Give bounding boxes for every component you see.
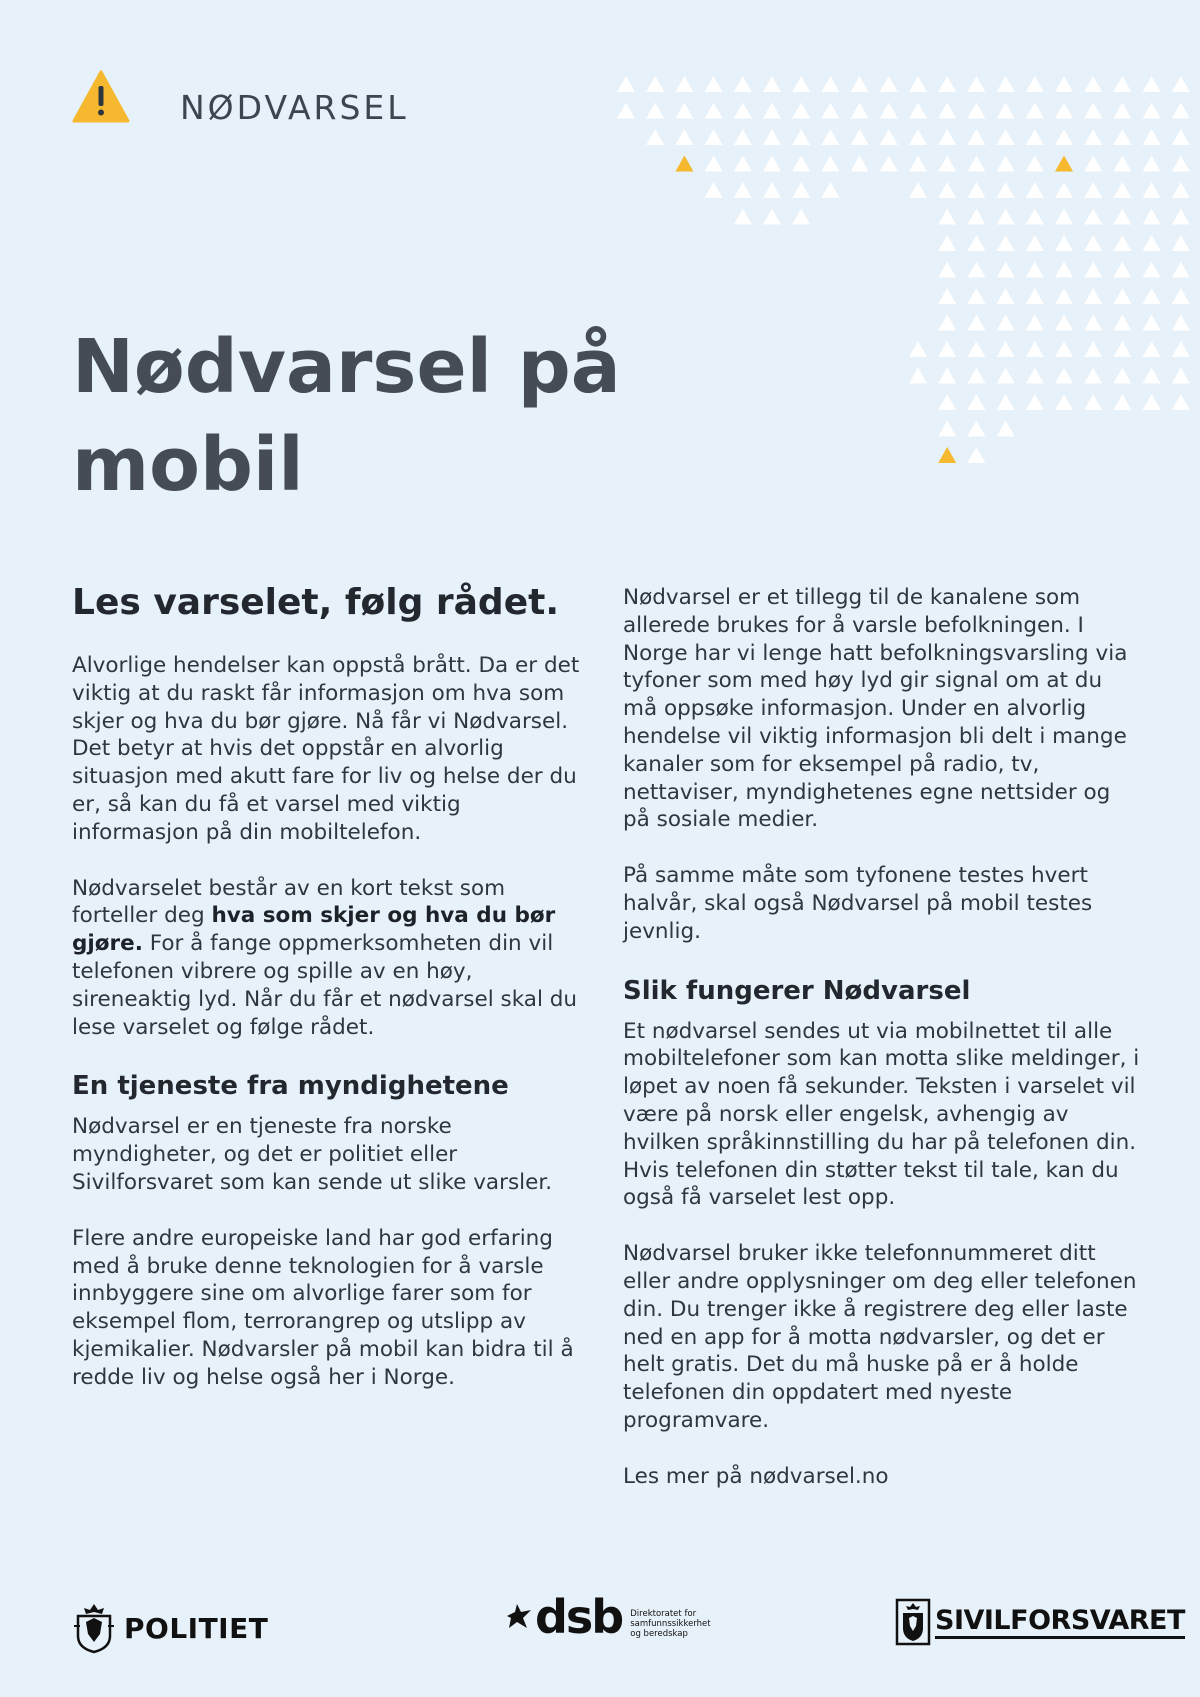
pattern-triangle [1113,341,1131,357]
subheading-myndighetene: En tjeneste fra myndighetene [72,1071,509,1102]
pattern-triangle [909,129,927,145]
pattern-triangle [851,156,869,172]
pattern-triangle [880,76,898,92]
pattern-triangle [705,182,723,198]
pattern-triangle [1143,341,1161,357]
pattern-triangle [1113,315,1131,331]
pattern-triangle [997,76,1015,92]
left-paragraph-2-bold: hva som skjer og hva du bør gjøre. [72,903,556,957]
pattern-triangle [1055,262,1073,278]
pattern-triangle [967,76,985,92]
pattern-triangle [792,156,810,172]
pattern-triangle [967,262,985,278]
pattern-triangle [1113,209,1131,225]
pattern-triangle [1113,394,1131,410]
pattern-triangle [909,156,927,172]
pattern-triangle [1143,156,1161,172]
pattern-triangle [1113,368,1131,384]
pattern-triangle [997,209,1015,225]
pattern-triangle [938,129,956,145]
pattern-triangle [734,129,752,145]
pattern-triangle [675,103,693,119]
pattern-triangle [880,129,898,145]
pattern-triangle-accent [1055,156,1073,172]
pattern-triangle [821,76,839,92]
pattern-triangle [967,341,985,357]
pattern-triangle [880,156,898,172]
pattern-triangle [851,76,869,92]
header-label: NØDVARSEL [180,88,409,127]
pattern-triangle [1113,129,1131,145]
pattern-triangle [1172,76,1190,92]
pattern-triangle [1172,103,1190,119]
pattern-triangle [1143,368,1161,384]
pattern-triangle [821,156,839,172]
dsb-star-icon [503,1602,535,1632]
pattern-triangle [1055,368,1073,384]
sivilforsvaret-crest-icon [895,1598,931,1646]
pattern-triangle [967,129,985,145]
pattern-triangle [1143,209,1161,225]
pattern-triangle [1026,156,1044,172]
warning-triangle-icon [72,70,130,124]
pattern-triangle [763,156,781,172]
pattern-triangle [1055,288,1073,304]
pattern-triangle [1113,103,1131,119]
pattern-triangle [1026,76,1044,92]
pattern-triangle [646,129,664,145]
title-line-1: Nødvarsel på [72,324,621,410]
pattern-triangle [1084,235,1102,251]
pattern-triangle [1143,262,1161,278]
pattern-triangle [1172,394,1190,410]
pattern-triangle [1084,315,1102,331]
pattern-triangle [1143,288,1161,304]
dsb-text: dsb [535,1590,623,1644]
pattern-triangle [763,182,781,198]
pattern-triangle [1084,103,1102,119]
pattern-triangle [938,341,956,357]
pattern-triangle [792,129,810,145]
pattern-triangle [734,76,752,92]
pattern-triangle [967,394,985,410]
pattern-triangle [967,368,985,384]
pattern-triangle [1084,288,1102,304]
pattern-triangle [938,394,956,410]
pattern-triangle [938,288,956,304]
pattern-triangle [1026,235,1044,251]
pattern-triangle [938,76,956,92]
pattern-triangle [967,182,985,198]
page-title [72,318,632,514]
pattern-triangle [705,103,723,119]
pattern-triangle [1026,262,1044,278]
pattern-triangle [938,421,956,437]
pattern-triangle [1055,209,1073,225]
sivilforsvaret-text: SIVILFORSVARET [935,1606,1185,1639]
pattern-triangle [1143,182,1161,198]
left-paragraph-1: Alvorlige hendelser kan oppstå brått. Da er det viktig at du raskt får informasjon om hva som skjer og hva du bør gjøre. Nå får vi Nødvarsel. Det betyr at hvis det oppstår en alvorlig situasjon med akutt fare for liv og helse der du er, så kan du få et varsel med viktig informasjon på din mobiltelefon. [72,653,580,845]
pattern-triangle [909,368,927,384]
dsb-subtitle: Direktoratet for samfunnssikkerhet og beredskap [630,1609,711,1639]
pattern-triangle [821,182,839,198]
politiet-text: POLITIET [124,1611,269,1645]
pattern-triangle [880,103,898,119]
politiet-crest-icon [72,1602,116,1654]
pattern-triangle [1055,76,1073,92]
pattern-triangle [967,315,985,331]
pattern-triangle [1172,156,1190,172]
pattern-triangle [851,103,869,119]
pattern-triangle [997,129,1015,145]
pattern-triangle [997,103,1015,119]
pattern-triangle [1055,182,1073,198]
pattern-triangle [909,341,927,357]
pattern-triangle [1143,103,1161,119]
pattern-triangle [734,209,752,225]
pattern-triangle [646,76,664,92]
pattern-triangle [909,76,927,92]
pattern-triangle [1026,103,1044,119]
pattern-triangle [938,209,956,225]
pattern-triangle [1026,288,1044,304]
subheading-slik-fungerer: Slik fungerer Nødvarsel [623,975,971,1006]
pattern-triangle [792,182,810,198]
pattern-triangle [967,421,985,437]
pattern-triangle [821,103,839,119]
pattern-triangle [997,235,1015,251]
pattern-triangle [1084,129,1102,145]
pattern-triangle [1026,182,1044,198]
pattern-triangle [938,368,956,384]
pattern-triangle [646,103,664,119]
pattern-triangle [675,129,693,145]
left-paragraph-4: Flere andre europeiske land har god erfaring med å bruke denne teknologien for å varsle innbyggere sine om alvorlige farer som for eksempel flom, terrorangrep og utslipp av kjemikalier. Nødvarsler på mobil kan bidra til å redde liv og helse også her i Norge. [72,1225,574,1390]
pattern-triangle [1113,235,1131,251]
title-line-2: mobil [72,422,304,508]
pattern-triangle [1113,182,1131,198]
pattern-triangle [1172,341,1190,357]
pattern-triangle [705,156,723,172]
pattern-triangle [997,182,1015,198]
pattern-triangle [938,262,956,278]
pattern-triangle [997,288,1015,304]
right-paragraph-1: Nødvarsel er et tillegg til de kanalene som allerede brukes for å varsle befolkningen. I Norge har vi lenge hatt befolkningsvarsling via tyfoner som med høy lyd gir signal om at du må oppsøke informasjon. Under en alvorlig hendelse vil viktig informasjon bli delt i mange kanaler som for eksempel på radio, tv, nettaviser, myndighetenes egne nettsider og på sosiale medier. [623,585,1128,833]
pattern-triangle [763,209,781,225]
pattern-triangle [734,182,752,198]
pattern-triangle [734,103,752,119]
pattern-triangle [1172,368,1190,384]
pattern-triangle [1084,262,1102,278]
pattern-triangle [821,129,839,145]
pattern-triangle [1026,341,1044,357]
pattern-triangle [1172,315,1190,331]
pattern-triangle [792,209,810,225]
pattern-triangle [909,103,927,119]
pattern-triangle-accent [675,156,693,172]
pattern-triangle [997,394,1015,410]
pattern-triangle [997,262,1015,278]
pattern-triangle [851,129,869,145]
pattern-triangle [1026,394,1044,410]
pattern-triangle [1084,76,1102,92]
pattern-triangle [997,341,1015,357]
right-paragraph-4: Nødvarsel bruker ikke telefonnummeret ditt eller andre opplysninger om deg eller telefonen din. Du trenger ikke å registrere deg eller laste ned en app for å motta nødvarsler, og det er helt gratis. Det du må huske på er å holde telefonen din oppdatert med nyeste programvare. [623,1241,1137,1433]
pattern-triangle [1172,129,1190,145]
pattern-triangle [938,315,956,331]
pattern-triangle [1026,315,1044,331]
pattern-triangle [909,182,927,198]
pattern-triangle [1143,129,1161,145]
pattern-triangle [967,447,985,463]
pattern-triangle [1055,394,1073,410]
pattern-triangle [1055,235,1073,251]
pattern-triangle [1055,341,1073,357]
pattern-triangle [1172,288,1190,304]
pattern-triangle [938,156,956,172]
pattern-triangle [1172,209,1190,225]
right-paragraph-2: På samme måte som tyfonene testes hvert halvår, skal også Nødvarsel på mobil testes jevnlig. [623,863,1093,944]
pattern-triangle [1143,315,1161,331]
pattern-triangle [763,103,781,119]
pattern-triangle [1084,156,1102,172]
pattern-triangle [792,103,810,119]
pattern-triangle [1113,156,1131,172]
pattern-triangle [997,156,1015,172]
pattern-triangle [1113,76,1131,92]
pattern-triangle [705,129,723,145]
pattern-triangle [967,156,985,172]
main-heading: Les varselet, følg rådet. [72,582,560,623]
pattern-triangle [675,76,693,92]
pattern-triangle [967,103,985,119]
pattern-triangle [997,421,1015,437]
pattern-triangle [1084,209,1102,225]
pattern-triangle [705,76,723,92]
read-more-text: Les mer på nødvarsel.no [623,1463,889,1489]
pattern-triangle [1143,394,1161,410]
pattern-triangle [938,103,956,119]
pattern-triangle [1055,103,1073,119]
pattern-triangle [1084,341,1102,357]
footer-logos [0,1590,1200,1660]
pattern-triangle [967,209,985,225]
pattern-triangle [967,288,985,304]
pattern-triangle [1055,129,1073,145]
pattern-triangle [617,76,635,92]
pattern-triangle [763,129,781,145]
pattern-triangle [1172,235,1190,251]
left-paragraph-2-start: Nødvarselet består av en kort tekst som forteller deg [72,875,506,929]
pattern-triangle-accent [938,447,956,463]
sivilforsvaret-logo [895,1598,1185,1646]
right-column [623,584,1143,1519]
pattern-triangle [1143,76,1161,92]
pattern-triangle [734,156,752,172]
pattern-triangle [763,76,781,92]
pattern-triangle [997,368,1015,384]
pattern-triangle [938,182,956,198]
pattern-triangle [1084,368,1102,384]
pattern-triangle [938,235,956,251]
pattern-triangle [1055,315,1073,331]
pattern-triangle [1026,129,1044,145]
dsb-logo [503,1590,720,1644]
pattern-triangle [1026,368,1044,384]
pattern-triangle [967,235,985,251]
pattern-triangle [792,76,810,92]
pattern-triangle [1084,394,1102,410]
pattern-triangle [1084,182,1102,198]
pattern-triangle [617,103,635,119]
right-paragraph-3: Et nødvarsel sendes ut via mobilnettet til alle mobiltelefoner som kan motta slike meldinger, i løpet av noen få sekunder. Teksten i varselet vil være på norsk eller engelsk, avhengig av hvilken språkinnstilling du har på telefonen din. Hvis telefonen din støtter tekst til tale, kan du også få varselet lest opp. [623,1018,1140,1211]
left-paragraph-3: Nødvarsel er en tjeneste fra norske myndigheter, og det er politiet eller Sivilforsvaret som kan sende ut slike varsler. [72,1114,553,1195]
pattern-triangle [997,315,1015,331]
left-paragraph-2-end: For å fange oppmerksomheten din vil telefonen vibrere og spille av en høy, sireneaktig lyd. Når du får et nødvarsel skal du lese varselet og følge rådet. [72,931,578,1040]
politiet-logo [72,1602,268,1654]
pattern-triangle [1113,288,1131,304]
pattern-triangle [1143,235,1161,251]
left-column [72,580,592,1420]
pattern-triangle [1172,182,1190,198]
left-paragraph-2 [72,875,592,1042]
pattern-triangle [1026,209,1044,225]
pattern-triangle [1172,262,1190,278]
pattern-triangle [1113,262,1131,278]
